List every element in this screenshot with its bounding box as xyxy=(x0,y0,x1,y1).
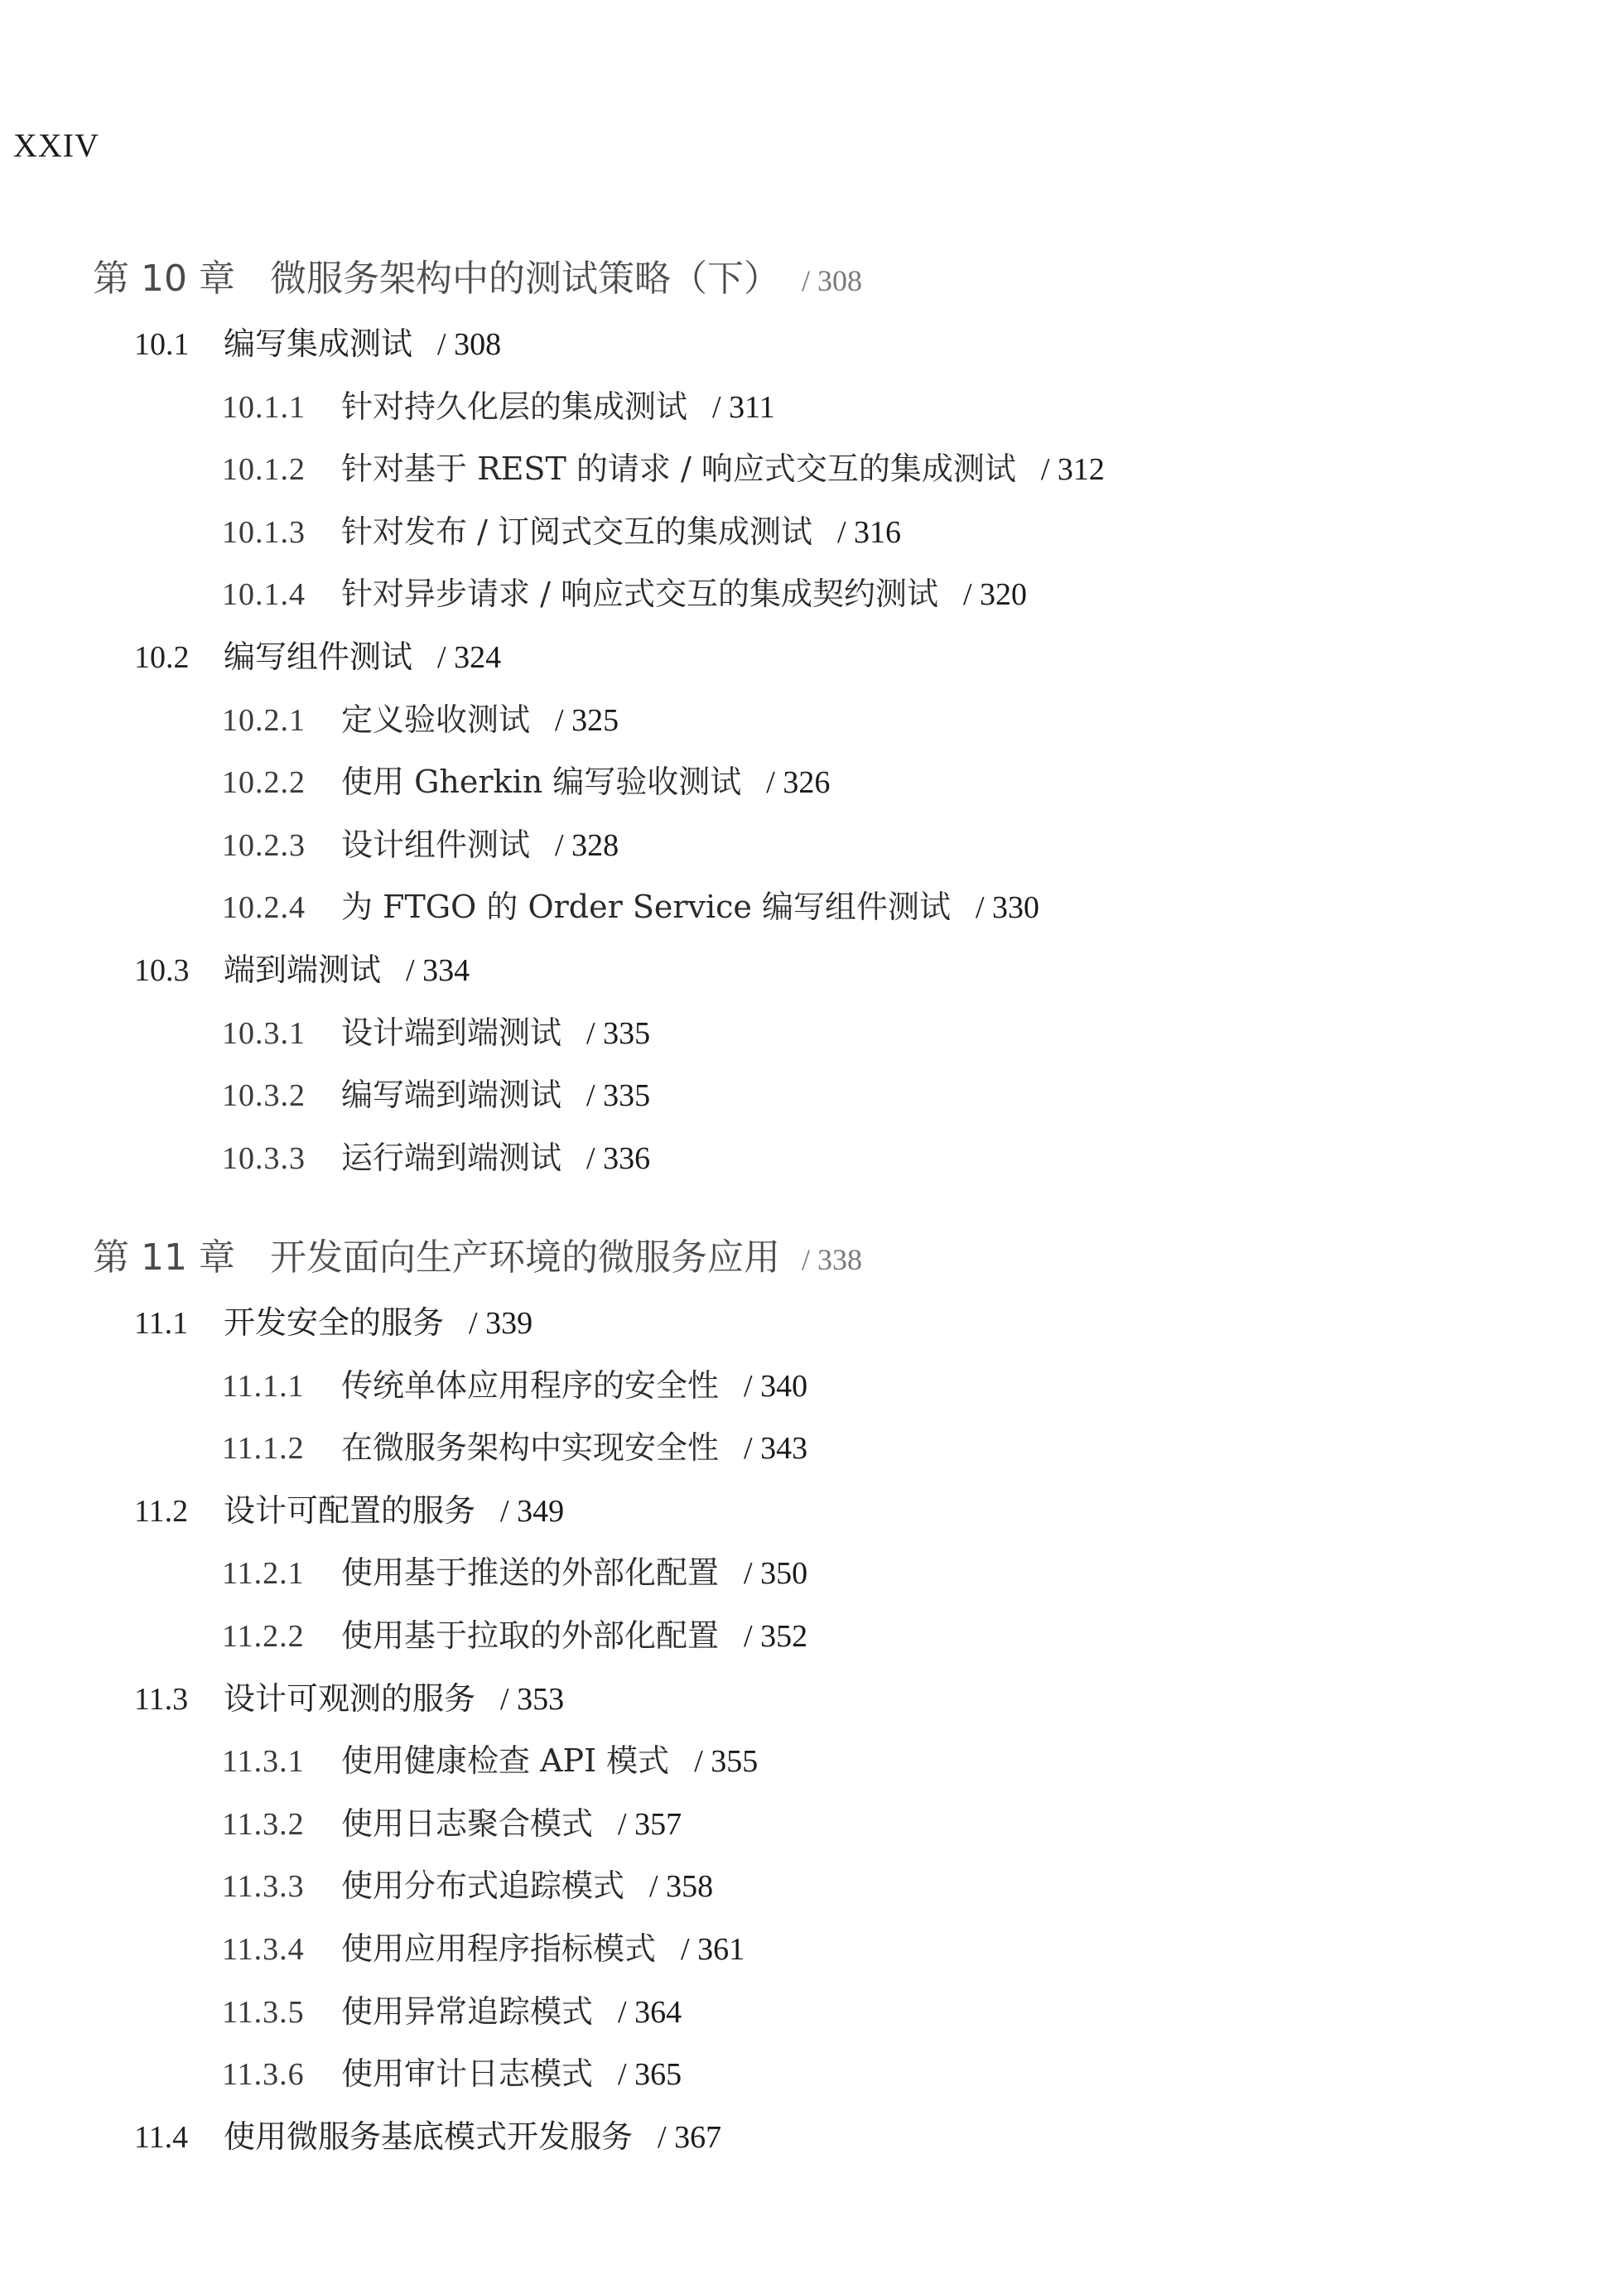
subsection-page: / 364 xyxy=(618,1994,682,2030)
page-number: XXIV xyxy=(13,127,99,164)
subsection-title: 使用基于拉取的外部化配置 xyxy=(341,1617,720,1654)
toc-subsection[interactable] xyxy=(222,819,619,865)
toc-subsection[interactable] xyxy=(222,1798,682,1843)
section-title: 开发安全的服务 xyxy=(224,1304,445,1341)
subsection-number: 11.3.5 xyxy=(222,1994,305,2030)
chapter-page: / 338 xyxy=(801,1243,862,1276)
subsection-page: / 328 xyxy=(555,827,619,863)
toc-subsection[interactable] xyxy=(222,2048,682,2094)
toc-subsection[interactable] xyxy=(222,443,1105,489)
subsection-page: / 326 xyxy=(766,765,831,801)
subsection-number: 10.1.4 xyxy=(222,577,306,613)
subsection-title: 使用健康检查 API 模式 xyxy=(341,1742,670,1780)
section-title: 端到端测试 xyxy=(224,952,382,988)
toc-section[interactable] xyxy=(134,318,501,364)
toc-subsection[interactable] xyxy=(222,1860,713,1906)
chapter-number: 第 11 章 xyxy=(93,1236,235,1279)
section-page: / 308 xyxy=(437,327,502,362)
toc-subsection[interactable] xyxy=(222,1069,650,1115)
toc-subsection[interactable] xyxy=(222,381,775,426)
toc-subsection[interactable] xyxy=(222,881,1039,927)
chapter-title: 微服务架构中的测试策略（下） xyxy=(269,258,780,300)
subsection-title: 针对发布 / 订阅式交互的集成测试 xyxy=(341,513,812,550)
section-page: / 334 xyxy=(406,953,470,988)
section-number: 11.3 xyxy=(134,1681,189,1717)
toc-subsection[interactable] xyxy=(222,568,1027,614)
section-title: 设计可配置的服务 xyxy=(224,1491,476,1529)
subsection-number: 10.1.1 xyxy=(222,389,306,425)
section-page: / 353 xyxy=(500,1681,565,1717)
chapter-page: / 308 xyxy=(801,264,862,297)
subsection-number: 10.2.1 xyxy=(222,702,306,738)
subsection-page: / 336 xyxy=(586,1140,651,1176)
subsection-title: 定义验收测试 xyxy=(341,701,531,738)
subsection-page: / 352 xyxy=(744,1619,808,1654)
subsection-title: 使用应用程序指标模式 xyxy=(341,1930,657,1967)
toc-subsection[interactable] xyxy=(222,1360,807,1405)
subsection-page: / 311 xyxy=(712,389,775,425)
subsection-number: 10.3.2 xyxy=(222,1078,306,1114)
toc-section[interactable] xyxy=(134,631,501,677)
subsection-page: / 365 xyxy=(618,2057,682,2093)
subsection-number: 11.2.2 xyxy=(222,1619,305,1654)
section-page: / 349 xyxy=(500,1493,565,1529)
section-number: 10.2 xyxy=(134,640,190,675)
subsection-page: / 355 xyxy=(694,1744,759,1780)
section-number: 11.2 xyxy=(134,1493,189,1529)
toc-subsection[interactable] xyxy=(222,756,830,802)
section-page: / 367 xyxy=(658,2119,722,2155)
subsection-title: 使用分布式追踪模式 xyxy=(341,1867,625,1905)
subsection-page: / 350 xyxy=(744,1556,808,1592)
subsection-number: 11.3.2 xyxy=(222,1806,305,1842)
subsection-number: 10.1.2 xyxy=(222,452,306,488)
toc-subsection[interactable] xyxy=(222,1610,807,1655)
subsection-title: 传统单体应用程序的安全性 xyxy=(341,1366,720,1404)
subsection-page: / 361 xyxy=(681,1932,745,1967)
subsection-page: / 340 xyxy=(744,1368,808,1404)
subsection-title: 在微服务架构中实现安全性 xyxy=(341,1429,720,1467)
subsection-number: 11.3.1 xyxy=(222,1744,305,1780)
subsection-page: / 320 xyxy=(962,577,1028,613)
subsection-page: / 357 xyxy=(618,1806,682,1842)
subsection-number: 11.2.1 xyxy=(222,1556,305,1592)
section-page: / 324 xyxy=(437,640,502,675)
subsection-title: 使用基于推送的外部化配置 xyxy=(341,1554,720,1592)
toc-chapter[interactable] xyxy=(93,248,862,301)
subsection-number: 11.3.4 xyxy=(222,1932,305,1967)
subsection-page: / 316 xyxy=(836,514,902,550)
toc-section[interactable] xyxy=(134,2111,721,2156)
section-title: 设计可观测的服务 xyxy=(224,1679,476,1717)
toc-subsection[interactable] xyxy=(222,694,619,740)
subsection-number: 10.3.1 xyxy=(222,1015,306,1051)
toc-subsection[interactable] xyxy=(222,1422,807,1467)
subsection-title: 使用审计日志模式 xyxy=(341,2055,594,2093)
subsection-title: 针对持久化层的集成测试 xyxy=(341,388,688,425)
chapter-number: 第 10 章 xyxy=(93,258,235,300)
subsection-number: 11.1.1 xyxy=(222,1368,305,1404)
subsection-title: 编写端到端测试 xyxy=(341,1077,562,1114)
subsection-title: 针对基于 REST 的请求 / 响应式交互的集成测试 xyxy=(341,451,1016,488)
subsection-title: 使用日志聚合模式 xyxy=(341,1805,594,1842)
section-number: 10.1 xyxy=(134,327,190,362)
toc-section[interactable] xyxy=(134,1485,564,1530)
section-title: 使用微服务基底模式开发服务 xyxy=(224,2118,634,2155)
subsection-number: 11.3.3 xyxy=(222,1869,305,1905)
toc-chapter[interactable] xyxy=(93,1227,862,1280)
subsection-title: 为 FTGO 的 Order Service 编写组件测试 xyxy=(341,889,951,926)
section-title: 编写集成测试 xyxy=(224,325,413,362)
subsection-title: 设计组件测试 xyxy=(341,826,531,863)
subsection-title: 使用 Gherkin 编写验收测试 xyxy=(341,764,742,801)
subsection-page: / 330 xyxy=(976,890,1040,926)
subsection-page: / 335 xyxy=(586,1015,651,1051)
toc-section[interactable] xyxy=(134,944,470,990)
toc-subsection[interactable] xyxy=(222,1547,807,1593)
subsection-number: 10.2.4 xyxy=(222,890,306,926)
subsection-number: 11.1.2 xyxy=(222,1431,305,1467)
subsection-title: 使用异常追踪模式 xyxy=(341,1993,594,2030)
subsection-title: 针对异步请求 / 响应式交互的集成契约测试 xyxy=(341,576,938,613)
subsection-page: / 325 xyxy=(555,702,619,738)
subsection-number: 10.1.3 xyxy=(222,514,306,550)
toc-subsection[interactable] xyxy=(222,1923,745,1969)
section-title: 编写组件测试 xyxy=(224,639,413,675)
toc-subsection[interactable] xyxy=(222,1735,758,1781)
subsection-title: 运行端到端测试 xyxy=(341,1139,562,1176)
subsection-number: 10.2.3 xyxy=(222,827,306,863)
chapter-title: 开发面向生产环境的微服务应用 xyxy=(269,1236,780,1279)
subsection-title: 设计端到端测试 xyxy=(341,1014,562,1051)
subsection-page: / 358 xyxy=(649,1869,714,1905)
toc-subsection[interactable] xyxy=(222,1132,650,1178)
toc-section[interactable] xyxy=(134,1297,532,1342)
toc-subsection[interactable] xyxy=(222,1986,682,2031)
subsection-page: / 343 xyxy=(744,1431,808,1467)
subsection-number: 11.3.6 xyxy=(222,2057,305,2093)
subsection-page: / 312 xyxy=(1040,452,1105,488)
section-number: 10.3 xyxy=(134,953,190,988)
section-number: 11.4 xyxy=(134,2119,189,2155)
toc-subsection[interactable] xyxy=(222,506,901,552)
toc-subsection[interactable] xyxy=(222,1007,650,1053)
subsection-number: 10.2.2 xyxy=(222,765,306,801)
section-page: / 339 xyxy=(469,1306,533,1341)
subsection-number: 10.3.3 xyxy=(222,1140,306,1176)
section-number: 11.1 xyxy=(134,1306,189,1341)
toc-section[interactable] xyxy=(134,1673,564,1718)
subsection-page: / 335 xyxy=(586,1078,651,1114)
